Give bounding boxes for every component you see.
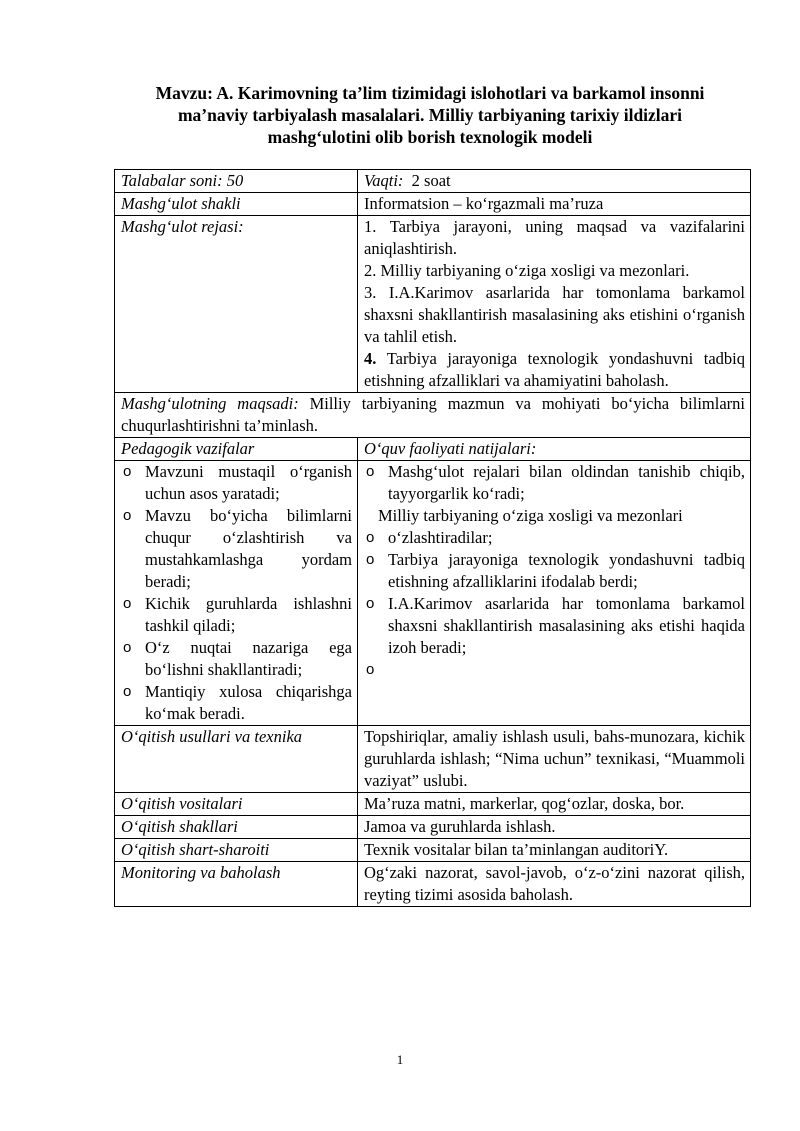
conditions-value: Texnik vositalar bilan ta’minlangan auditoriY.	[358, 839, 751, 862]
time-value: 2 soat	[411, 171, 451, 190]
tasks-header-row	[115, 438, 751, 461]
methods-label: O‘qitish usullari va texnika	[115, 726, 358, 793]
list-item-text: Mashg‘ulot rejalari bilan oldindan tanishib chiqib, tayyorgarlik ko‘radi;	[388, 462, 745, 503]
plan-items	[358, 216, 751, 393]
title-line-1: Mavzu: A. Karimovning ta’lim tizimidagi islohotlari va barkamol insonni	[155, 83, 705, 103]
list-item	[121, 637, 352, 681]
bullet-marker: o	[123, 507, 132, 524]
goal-text: Milliy tarbiyaning mazmun va mohiyati bo‘yicha bilimlarni chuqurlashtirishni ta’minlash.	[121, 394, 745, 435]
list-item	[364, 527, 745, 549]
list-item	[121, 461, 352, 505]
forms-value: Jamoa va guruhlarda ishlash.	[358, 816, 751, 839]
forms-row	[115, 816, 751, 839]
tools-row	[115, 793, 751, 816]
list-item	[364, 461, 745, 505]
bullet-marker: o	[123, 463, 132, 480]
learning-results-header: O‘quv faoliyati natijalari:	[358, 438, 751, 461]
goal-cell	[115, 393, 751, 438]
bullet-marker: o	[123, 683, 132, 700]
tasks-results-row	[115, 461, 751, 726]
results-continuation-text: Milliy tarbiyaning o‘ziga xosligi va mezonlari	[378, 506, 683, 525]
list-item-text: Mavzuni mustaqil o‘rganish uchun asos yaratadi;	[145, 462, 352, 503]
list-item-text: O‘z nuqtai nazariga ega bo‘lishni shakllantiradi;	[145, 638, 352, 679]
bullet-marker: o	[123, 595, 132, 612]
methods-row	[115, 726, 751, 793]
list-item-text: Kichik guruhlarda ishlashni tashkil qiladi;	[145, 594, 352, 635]
goal-row	[115, 393, 751, 438]
plan-item-text: I.A.Karimov asarlarida har tomonlama barkamol shaxsni shakllantirish masalasining aks etishini o‘rganish va tahlil etish.	[364, 283, 745, 346]
list-item-text: Mavzu bo‘yicha bilimlarni chuqur o‘zlashtirish va mustahkamlashga yordam beradi;	[145, 506, 352, 591]
bullet-marker: o	[366, 463, 375, 480]
plan-item-number: 3.	[364, 283, 377, 302]
bullet-marker: o	[123, 639, 132, 656]
lesson-model-table	[114, 169, 751, 907]
plan-item-number: 1.	[364, 217, 377, 236]
tools-label: O‘qitish vositalari	[115, 793, 358, 816]
time-cell	[358, 170, 751, 193]
list-item	[364, 549, 745, 593]
tools-value: Ma’ruza matni, markerlar, qog‘ozlar, doska, bor.	[358, 793, 751, 816]
form-value: Informatsion – ko‘rgazmali ma’ruza	[358, 193, 751, 216]
students-time-row	[115, 170, 751, 193]
plan-item-number: 2.	[364, 261, 377, 280]
bullet-marker: o	[366, 595, 375, 612]
list-item-text: I.A.Karimov asarlarida har tomonlama barkamol shaxsni shakllantirish masalasining aks etishi haqida izoh beradi;	[388, 594, 745, 657]
plan-item	[364, 216, 745, 260]
list-item	[121, 681, 352, 725]
methods-value: Topshiriqlar, amaliy ishlash usuli, bahs-munozara, kichik guruhlarda ishlash; “Nima uchun” texnikasi, “Muammoli vaziyat” uslubi.	[358, 726, 751, 793]
forms-label: O‘qitish shakllari	[115, 816, 358, 839]
list-item	[121, 593, 352, 637]
title-line-3: mashg‘ulotini olib borish texnologik modeli	[267, 127, 593, 147]
plan-item-text: Tarbiya jarayoni, uning maqsad va vazifalarini aniqlashtirish.	[364, 217, 745, 258]
plan-item-text: Tarbiya jarayoniga texnologik yondashuvni tadbiq etishning afzalliklari va ahamiyatini baholash.	[364, 349, 746, 390]
bullet-marker: o	[366, 529, 375, 546]
learning-results-cell	[358, 461, 751, 726]
monitoring-label: Monitoring va baholash	[115, 862, 358, 907]
plan-item	[364, 348, 745, 392]
monitoring-row	[115, 862, 751, 907]
form-row	[115, 193, 751, 216]
plan-item-text: Milliy tarbiyaning o‘ziga xosligi va mezonlari.	[380, 261, 690, 280]
list-item-text: o‘zlashtiradilar;	[388, 528, 493, 547]
list-item	[121, 505, 352, 593]
plan-item-number: 4.	[364, 349, 377, 368]
list-item-text: Tarbiya jarayoniga texnologik yondashuvni tadbiq etishning afzalliklarini ifodalab berdi;	[388, 550, 745, 591]
students-count-cell: Talabalar soni: 50	[115, 170, 358, 193]
monitoring-value: Og‘zaki nazorat, savol-javob, o‘z-o‘zini nazorat qilish, reyting tizimi asosida baholash.	[358, 862, 751, 907]
conditions-label: O‘qitish shart-sharoiti	[115, 839, 358, 862]
pedagogical-tasks-header: Pedagogik vazifalar	[115, 438, 358, 461]
bullet-marker: o	[366, 551, 375, 568]
bullet-marker: o	[366, 661, 375, 678]
title-line-2: ma’naviy tarbiyalash masalalari. Milliy tarbiyaning tarixiy ildizlari	[177, 105, 683, 125]
plan-item	[364, 260, 745, 282]
list-item	[364, 593, 745, 659]
plan-label: Mashg‘ulot rejasi:	[115, 216, 358, 393]
list-item-text: Mantiqiy xulosa chiqarishga ko‘mak beradi.	[145, 682, 352, 723]
time-label: Vaqti:	[364, 171, 404, 190]
form-label: Mashg‘ulot shakli	[115, 193, 358, 216]
goal-label: Mashg‘ulotning maqsadi:	[121, 394, 299, 413]
document-title	[110, 82, 750, 148]
page-number: 1	[396, 1052, 404, 1067]
plan-row	[115, 216, 751, 393]
plan-item	[364, 282, 745, 348]
pedagogical-tasks-cell	[115, 461, 358, 726]
conditions-row	[115, 839, 751, 862]
